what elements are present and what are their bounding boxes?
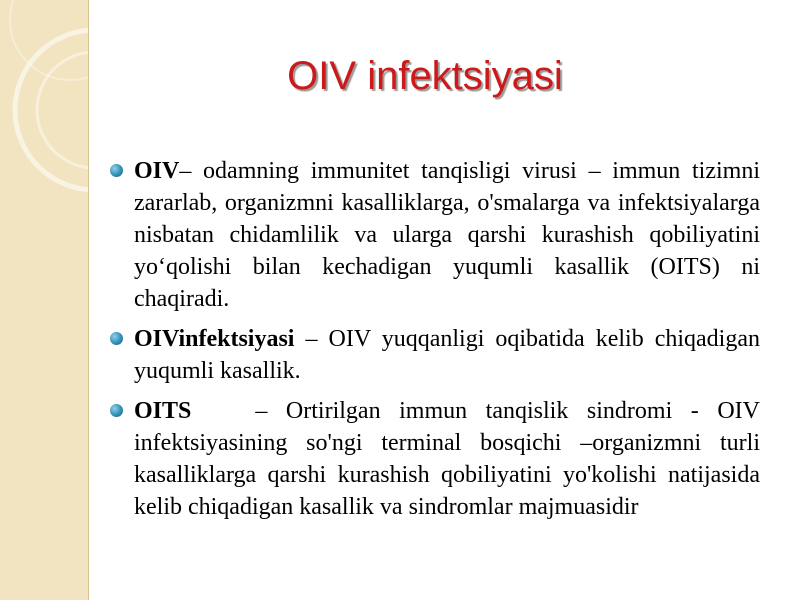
bullet-list (110, 155, 760, 531)
bullet-dot-icon (110, 164, 123, 177)
bullet-item-oits (110, 395, 760, 523)
bullet-item-oivinfektsiyasi (110, 323, 760, 387)
bullet-text: – odamning immunitet tanqisligi virusi – immun tizimni zararlab, organizmni kasalliklarga, o'smalarga va infektsiyalarga nisbatan chidamlilik va ularga qarshi kurashish qobiliyatini yo‘qolishi bilan kechadigan yuqumli kasallik (OITS) ni chaqiradi. (134, 158, 760, 312)
bullet-term: OIVinfektsiyasi (134, 326, 295, 352)
bullet-text: – Ortirilgan immun tanqislik sindromi - OIV infektsiyasining so'ngi terminal bosqichi –organizmni turli kasalliklarga qarshi kurashish qobiliyatini yo'kolishi natijasida kelib chiqadigan kasallik va sindromlar majmuasidir (134, 398, 760, 520)
bullet-term: OITS (134, 398, 192, 424)
bullet-dot-icon (110, 332, 123, 345)
bullet-dot-icon (110, 404, 123, 417)
bullet-term: OIV (134, 158, 180, 184)
bullet-item-oiv (110, 155, 760, 315)
bullet-text: – OIV yuqqanligi oqibatida kelib chiqadigan yuqumli kasallik. (134, 326, 760, 384)
slide-title: OIV infektsiyasi (287, 54, 563, 98)
